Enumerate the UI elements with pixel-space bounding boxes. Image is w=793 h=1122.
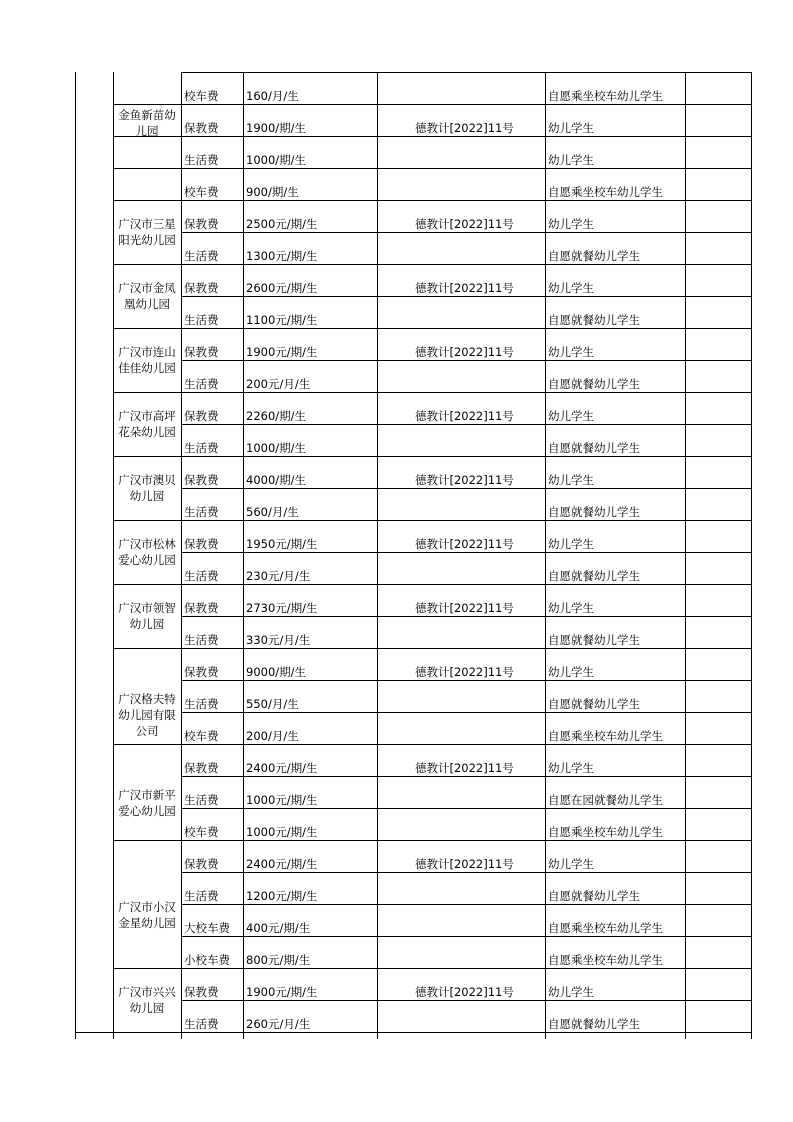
cell-standard: 2600元/期/生: [246, 281, 318, 295]
cell-standard: 260元/月/生: [246, 1017, 311, 1031]
cell-standard: 1900元/期/生: [246, 345, 318, 359]
cell-item: 大校车费: [184, 921, 230, 935]
cell-standard: 2400元/期/生: [246, 857, 318, 871]
grid-hline: [181, 808, 751, 809]
grid-hline: [75, 1032, 751, 1033]
cell-item: 生活费: [184, 153, 219, 167]
cell-standard: 9000/期/生: [246, 665, 307, 679]
grid-hline: [113, 328, 751, 329]
cell-target: 自愿乘坐校车幼儿学生: [548, 185, 663, 199]
cell-target: 幼儿学生: [548, 121, 594, 135]
cell-target: 幼儿学生: [548, 281, 594, 295]
cell-target: 自愿乘坐校车幼儿学生: [548, 729, 663, 743]
grid-hline: [181, 712, 751, 713]
cell-item: 保教费: [184, 473, 219, 487]
grid-vline: [685, 72, 686, 1039]
cell-target: 幼儿学生: [548, 985, 594, 999]
cell-target: 幼儿学生: [548, 761, 594, 775]
cell-standard: 1000/期/生: [246, 153, 307, 167]
cell-basis: 德教计[2022]11号: [415, 665, 514, 679]
cell-standard: 2730元/期/生: [246, 601, 318, 615]
cell-target: 自愿乘坐校车幼儿学生: [548, 89, 663, 103]
grid-hline: [181, 552, 751, 553]
cell-target: 自愿乘坐校车幼儿学生: [548, 921, 663, 935]
cell-basis: 德教计[2022]11号: [415, 409, 514, 423]
cell-target: 幼儿学生: [548, 409, 594, 423]
cell-item: 生活费: [184, 697, 219, 711]
cell-basis: 德教计[2022]11号: [415, 761, 514, 775]
grid-hline: [181, 296, 751, 297]
cell-target: 幼儿学生: [548, 537, 594, 551]
cell-item: 保教费: [184, 345, 219, 359]
grid-hline: [113, 200, 751, 201]
cell-item: 校车费: [184, 185, 219, 199]
cell-target: 自愿在园就餐幼儿学生: [548, 793, 663, 807]
grid-hline: [113, 168, 751, 169]
cell-item: 生活费: [184, 569, 219, 583]
kindergarten-name: 广汉市金凤凰幼儿园: [118, 281, 176, 311]
cell-standard: 1950元/期/生: [246, 537, 318, 551]
cell-item: 保教费: [184, 537, 219, 551]
cell-item: 保教费: [184, 601, 219, 615]
cell-item: 保教费: [184, 985, 219, 999]
cell-item: 保教费: [184, 121, 219, 135]
kindergarten-name: 广汉市三星阳光幼儿园: [118, 217, 176, 247]
kindergarten-name: 广汉市松林爱心幼儿园: [118, 537, 176, 567]
cell-item: 保教费: [184, 409, 219, 423]
cell-item: 生活费: [184, 377, 219, 391]
grid-vline: [181, 72, 182, 1039]
grid-hline: [181, 488, 751, 489]
grid-hline: [181, 872, 751, 873]
grid-vline: [751, 72, 752, 1039]
cell-standard: 400元/期/生: [246, 921, 311, 935]
grid-vline: [545, 72, 546, 1039]
grid-vline: [113, 72, 114, 1039]
cell-item: 校车费: [184, 825, 219, 839]
cell-standard: 2260/期/生: [246, 409, 307, 423]
cell-item: 保教费: [184, 761, 219, 775]
cell-basis: 德教计[2022]11号: [415, 985, 514, 999]
cell-item: 保教费: [184, 217, 219, 231]
grid-hline: [113, 456, 751, 457]
grid-hline: [113, 584, 751, 585]
grid-hline: [181, 904, 751, 905]
grid-hline: [113, 840, 751, 841]
grid-hline: [181, 360, 751, 361]
grid-hline: [113, 264, 751, 265]
kindergarten-name: 广汉市连山佳佳幼儿园: [118, 345, 176, 375]
cell-item: 生活费: [184, 249, 219, 263]
cell-target: 自愿就餐幼儿学生: [548, 1017, 640, 1031]
cell-standard: 1000/期/生: [246, 441, 307, 455]
cell-standard: 560/月/生: [246, 505, 299, 519]
cell-standard: 900/期/生: [246, 185, 299, 199]
cell-target: 自愿就餐幼儿学生: [548, 505, 640, 519]
grid-hline: [113, 648, 751, 649]
cell-basis: 德教计[2022]11号: [415, 121, 514, 135]
cell-item: 生活费: [184, 313, 219, 327]
grid-hline: [113, 136, 751, 137]
cell-basis: 德教计[2022]11号: [415, 217, 514, 231]
cell-standard: 1900元/期/生: [246, 985, 318, 999]
cell-target: 幼儿学生: [548, 217, 594, 231]
cell-item: 校车费: [184, 729, 219, 743]
cell-item: 保教费: [184, 281, 219, 295]
cell-item: 生活费: [184, 889, 219, 903]
cell-target: 自愿就餐幼儿学生: [548, 313, 640, 327]
cell-target: 幼儿学生: [548, 153, 594, 167]
cell-standard: 2500元/期/生: [246, 217, 318, 231]
cell-item: 小校车费: [184, 953, 230, 967]
cell-standard: 1000元/期/生: [246, 825, 318, 839]
cell-target: 自愿乘坐校车幼儿学生: [548, 953, 663, 967]
fee-table: [75, 72, 751, 1039]
cell-target: 幼儿学生: [548, 473, 594, 487]
cell-item: 生活费: [184, 441, 219, 455]
kindergarten-name: 广汉市小汉金星幼儿园: [118, 900, 176, 930]
grid-hline: [181, 680, 751, 681]
cell-item: 生活费: [184, 505, 219, 519]
cell-item: 生活费: [184, 793, 219, 807]
cell-target: 幼儿学生: [548, 345, 594, 359]
cell-target: 自愿就餐幼儿学生: [548, 377, 640, 391]
cell-basis: 德教计[2022]11号: [415, 281, 514, 295]
cell-target: 自愿就餐幼儿学生: [548, 569, 640, 583]
cell-target: 自愿就餐幼儿学生: [548, 889, 640, 903]
grid-hline: [181, 1000, 751, 1001]
cell-target: 幼儿学生: [548, 857, 594, 871]
grid-hline: [181, 616, 751, 617]
cell-standard: 1100元/期/生: [246, 313, 318, 327]
cell-basis: 德教计[2022]11号: [415, 537, 514, 551]
grid-vline: [377, 72, 378, 1039]
grid-hline: [113, 104, 751, 105]
cell-standard: 4000/期/生: [246, 473, 307, 487]
cell-standard: 1000元/期/生: [246, 793, 318, 807]
cell-standard: 200元/月/生: [246, 377, 311, 391]
cell-target: 自愿乘坐校车幼儿学生: [548, 825, 663, 839]
cell-standard: 1200元/期/生: [246, 889, 318, 903]
cell-item: 保教费: [184, 665, 219, 679]
cell-standard: 1900/期/生: [246, 121, 307, 135]
cell-standard: 2400元/期/生: [246, 761, 318, 775]
kindergarten-name: 金鱼新苗幼儿园: [118, 108, 176, 138]
grid-hline: [181, 72, 751, 73]
cell-standard: 550/月/生: [246, 697, 299, 711]
cell-target: 幼儿学生: [548, 665, 594, 679]
cell-item: 生活费: [184, 1017, 219, 1031]
cell-basis: 德教计[2022]11号: [415, 345, 514, 359]
cell-target: 幼儿学生: [548, 601, 594, 615]
kindergarten-name: 广汉市兴兴幼儿园: [118, 985, 176, 1015]
cell-standard: 1300元/期/生: [246, 249, 318, 263]
kindergarten-name: 广汉市领智幼儿园: [118, 601, 176, 631]
grid-vline: [75, 72, 76, 1039]
cell-basis: 德教计[2022]11号: [415, 857, 514, 871]
grid-hline: [181, 936, 751, 937]
cell-item: 校车费: [184, 89, 219, 103]
grid-hline: [181, 232, 751, 233]
cell-item: 保教费: [184, 857, 219, 871]
kindergarten-name: 广汉市澳贝幼儿园: [118, 473, 176, 503]
cell-standard: 160/月/生: [246, 89, 299, 103]
cell-basis: 德教计[2022]11号: [415, 601, 514, 615]
cell-item: 生活费: [184, 633, 219, 647]
grid-hline: [113, 392, 751, 393]
cell-target: 自愿就餐幼儿学生: [548, 441, 640, 455]
kindergarten-name: 广汉格夫特幼儿园有限公司: [118, 692, 176, 738]
cell-standard: 800元/期/生: [246, 953, 311, 967]
grid-hline: [113, 744, 751, 745]
grid-hline: [113, 968, 751, 969]
grid-vline: [243, 72, 244, 1039]
grid-hline: [113, 520, 751, 521]
cell-target: 自愿就餐幼儿学生: [548, 633, 640, 647]
kindergarten-name: 广汉市新平爱心幼儿园: [118, 788, 176, 818]
grid-hline: [181, 776, 751, 777]
cell-standard: 230元/月/生: [246, 569, 311, 583]
cell-target: 自愿就餐幼儿学生: [548, 697, 640, 711]
cell-basis: 德教计[2022]11号: [415, 473, 514, 487]
grid-hline: [181, 424, 751, 425]
cell-target: 自愿就餐幼儿学生: [548, 249, 640, 263]
cell-standard: 200/月/生: [246, 729, 299, 743]
kindergarten-name: 广汉市高坪花朵幼儿园: [118, 409, 176, 439]
cell-standard: 330元/月/生: [246, 633, 311, 647]
